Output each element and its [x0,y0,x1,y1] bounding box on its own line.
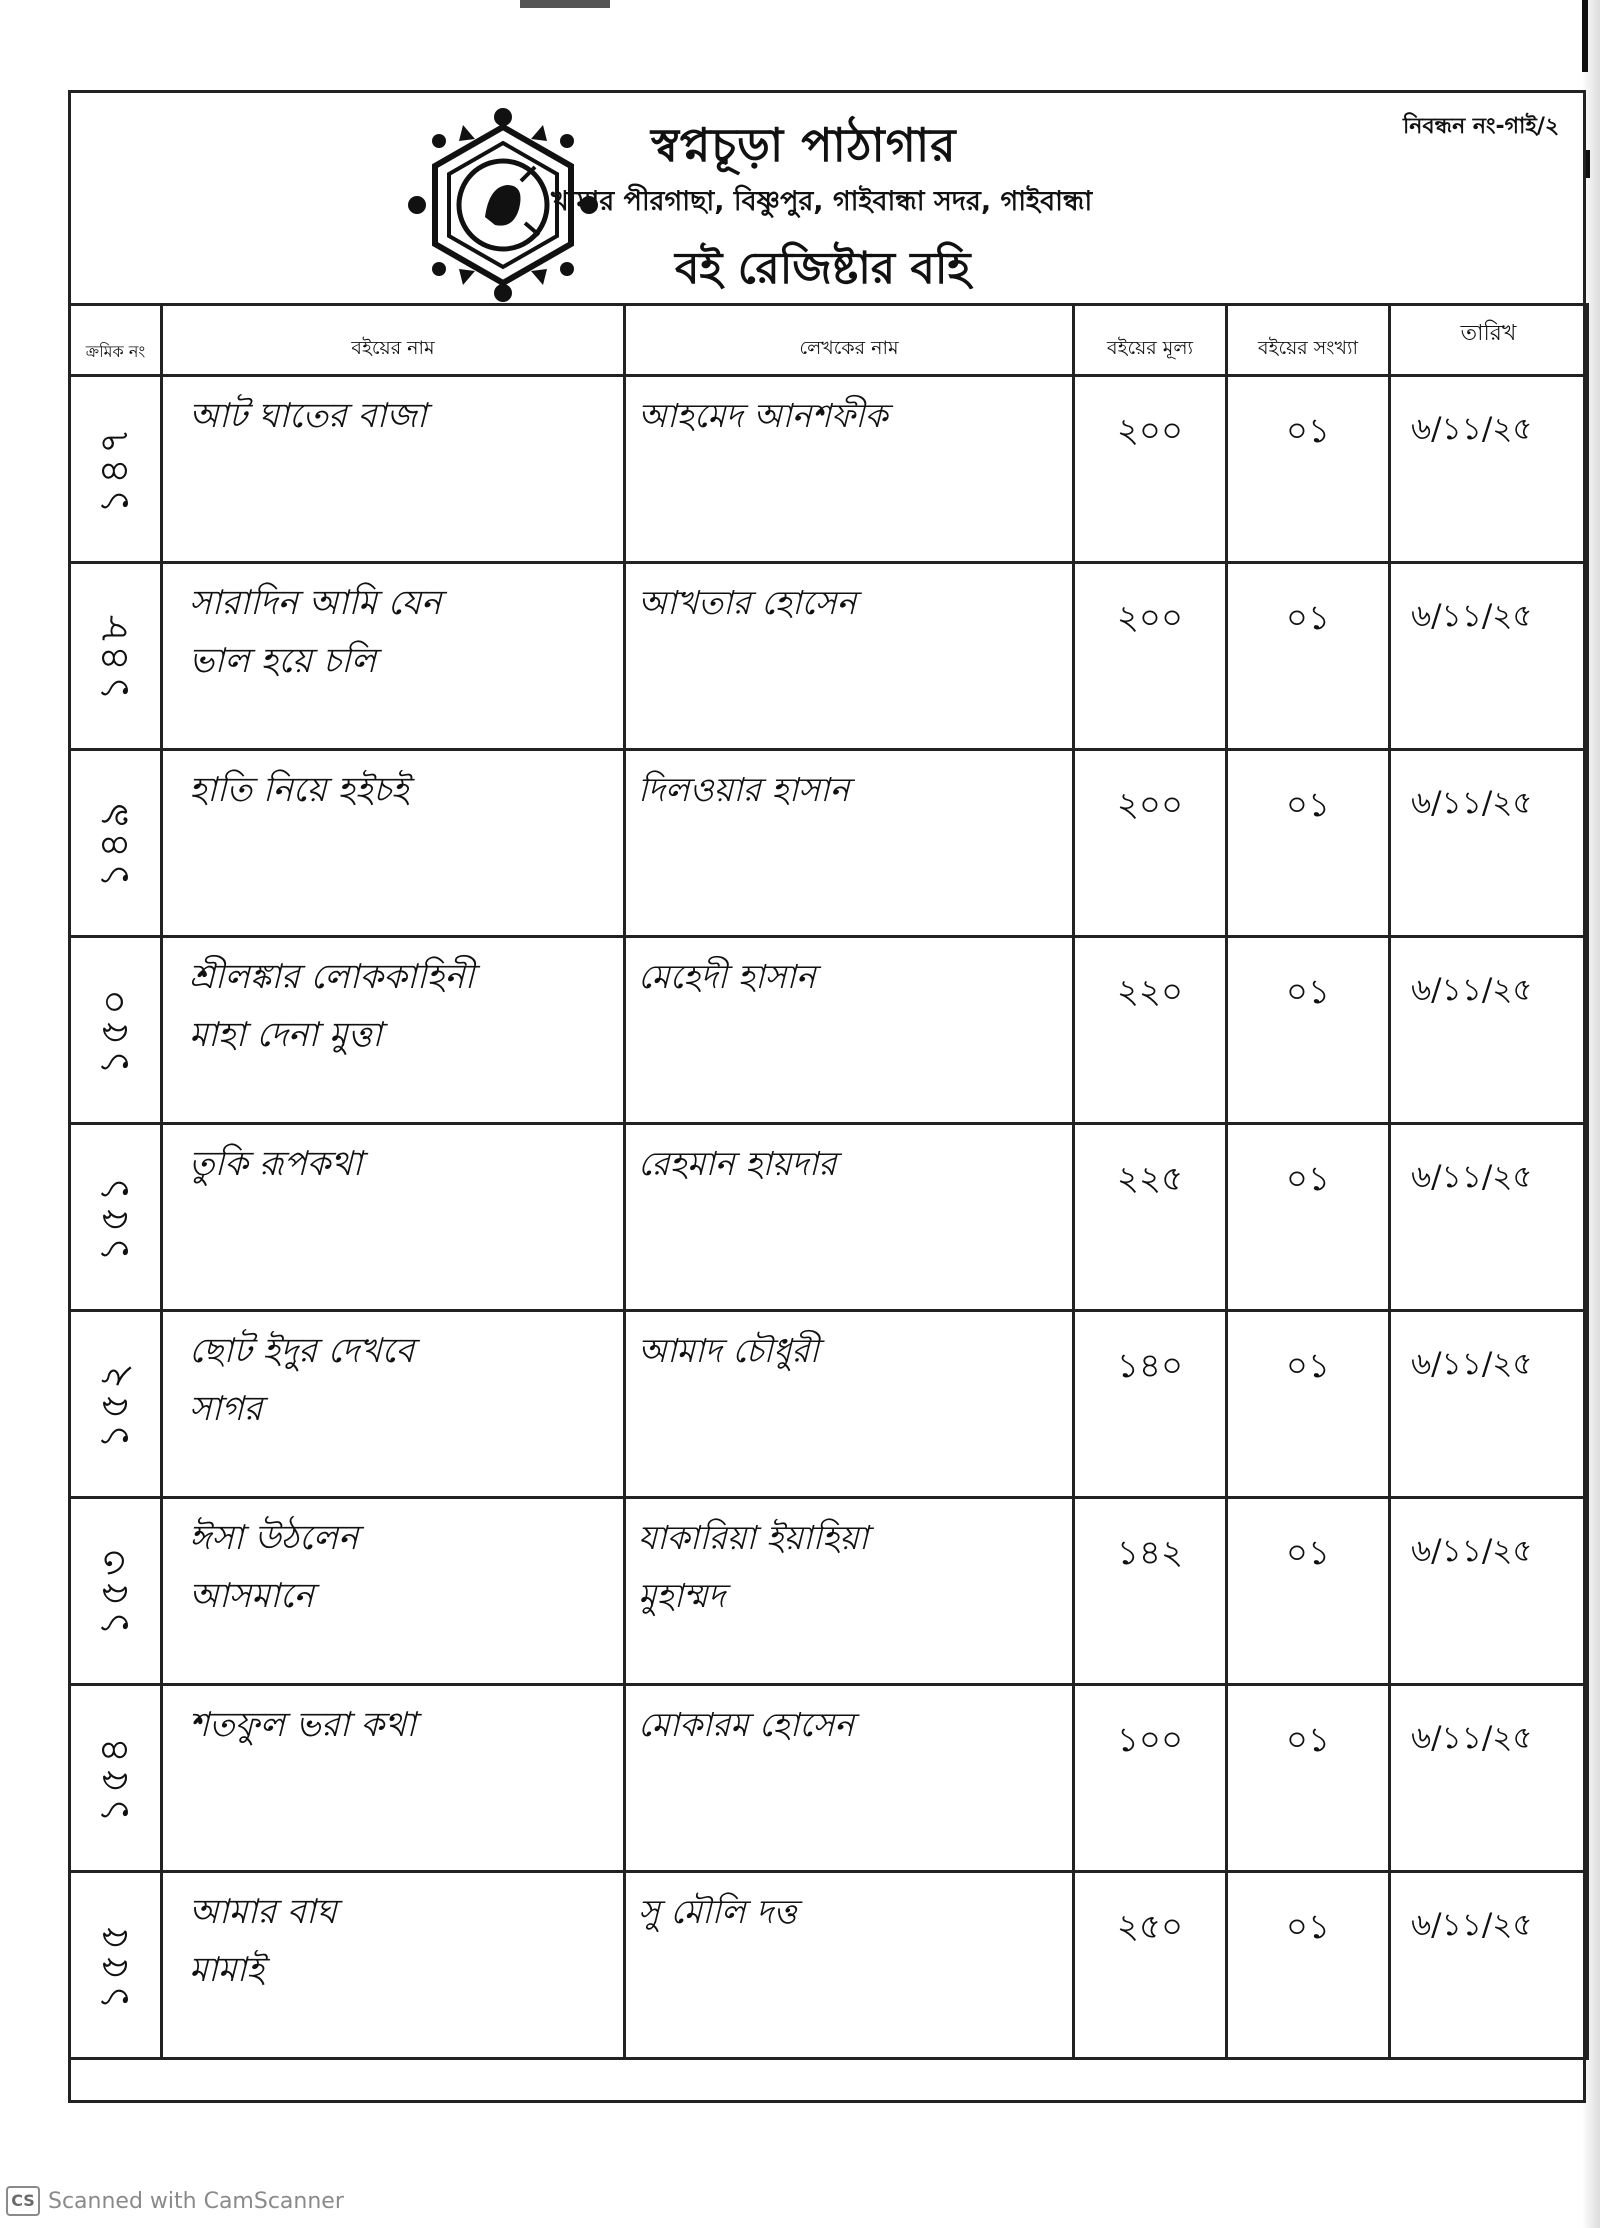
column-header-date: তারিখ [1390,305,1588,376]
book-quantity: ০১ [1285,1907,1331,1947]
date-cell [1390,1124,1588,1311]
author-name: মেহেদী হাসান [638,957,816,996]
scan-mark [520,0,610,8]
column-header-title: বইয়ের নাম [162,305,625,376]
library-name: স্বপ্নচূড়া পাঠাগার [651,118,957,172]
title-cell [162,937,625,1124]
date-cell [1390,1311,1588,1498]
author-cell [625,937,1074,1124]
entry-date: ৬/১১/২৫ [1411,972,1533,1008]
price-cell [1074,1872,1227,2059]
price-cell [1074,376,1227,563]
serial-cell [70,1311,162,1498]
author-name: রেহমান হায়দার [638,1144,837,1183]
quantity-cell [1227,376,1390,563]
quantity-cell [1227,1311,1390,1498]
book-quantity: ০১ [1285,1720,1331,1760]
title-cell [162,563,625,750]
author-name: আহমেদ আনশফীক [638,396,888,435]
registration-number: নিবন্ধন নং-গাই/২ [1403,114,1560,139]
entry-date: ৬/১১/২৫ [1411,411,1533,447]
author-name: আমাদ চৌধুরী [638,1331,819,1370]
author-cell [625,1311,1074,1498]
book-title: শ্রীলঙ্কার লোককাহিনী মাহা দেনা মুত্তা [189,957,475,1055]
quantity-cell [1227,750,1390,937]
table-row [70,563,1588,750]
quantity-cell [1227,1872,1390,2059]
book-price: ১৪০ [1116,1346,1184,1386]
quantity-cell [1227,937,1390,1124]
book-quantity: ০১ [1285,411,1331,451]
quantity-cell [1227,1685,1390,1872]
author-cell [625,376,1074,563]
book-quantity: ০১ [1285,972,1331,1012]
serial-cell [70,1685,162,1872]
table-row [70,1124,1588,1311]
book-price: ১৪২ [1116,1533,1184,1573]
entry-date: ৬/১১/২৫ [1411,598,1533,634]
author-name: দিলওয়ার হাসান [638,770,850,809]
price-cell [1074,750,1227,937]
date-cell [1390,376,1588,563]
book-title: ঈসা উঠলেন আসমানে [189,1518,359,1616]
serial-cell [70,937,162,1124]
serial-number: ১৫০ [91,985,137,1075]
date-cell [1390,1685,1588,1872]
author-cell [625,750,1074,937]
serial-number: ১৪৮ [91,611,137,701]
library-address: খামার পীরগাছা, বিষ্ণুপুর, গাইবান্ধা সদর, গাইবান্ধা [551,186,1093,217]
serial-number: ১৫২ [91,1359,137,1449]
date-cell [1390,937,1588,1124]
quantity-cell [1227,1124,1390,1311]
date-cell [1390,563,1588,750]
author-cell [625,1685,1074,1872]
column-header-serial: ক্রমিক নং [70,305,162,376]
entry-date: ৬/১১/২৫ [1411,785,1533,821]
book-title: সারাদিন আমি যেন ভাল হয়ে চলি [189,583,442,681]
camscanner-icon: CS [6,2186,40,2216]
price-cell [1074,563,1227,750]
entry-date: ৬/১১/২৫ [1411,1720,1533,1756]
watermark-text: Scanned with CamScanner [48,2188,344,2214]
table-row [70,750,1588,937]
serial-number: ১৫৫ [91,1920,137,2010]
book-quantity: ০১ [1285,785,1331,825]
serial-cell [70,563,162,750]
table-row [70,1685,1588,1872]
entry-date: ৬/১১/২৫ [1411,1346,1533,1382]
book-title: শতফুল ভরা কথা [189,1705,416,1745]
title-cell [162,1498,625,1685]
price-cell [1074,937,1227,1124]
table-row [70,376,1588,563]
price-cell [1074,1311,1227,1498]
book-title: আট ঘাতের বাজা [189,396,427,436]
book-quantity: ০১ [1285,598,1331,638]
title-cell [162,1124,625,1311]
table-row [70,1872,1588,2059]
serial-cell [70,376,162,563]
book-price: ২০০ [1116,411,1184,451]
author-cell [625,1872,1074,2059]
price-cell [1074,1124,1227,1311]
book-title: আমার বাঘ মামাই [189,1892,337,1990]
book-price: ২২৫ [1116,1159,1184,1199]
serial-cell [70,750,162,937]
title-cell [162,1311,625,1498]
quantity-cell [1227,1498,1390,1685]
page-header [71,93,1583,303]
book-price: ২০০ [1116,785,1184,825]
author-cell [625,563,1074,750]
register-title: বই রেজিষ্টার বহি [675,243,971,294]
price-cell [1074,1498,1227,1685]
author-name: মোকারম হোসেন [638,1705,854,1744]
book-price: ২২০ [1116,972,1184,1012]
book-register-table [68,303,1589,2060]
serial-number: ১৪৭ [91,424,137,514]
serial-number: ১৪৯ [91,798,137,888]
author-name: আখতার হোসেন [638,583,857,622]
title-cell [162,1685,625,1872]
serial-cell [70,1872,162,2059]
date-cell [1390,1872,1588,2059]
column-header-author: লেখকের নাম [625,305,1074,376]
scanner-watermark [6,2186,344,2216]
book-price: ২০০ [1116,598,1184,638]
title-cell [162,750,625,937]
table-header-row [70,305,1588,376]
date-cell [1390,1498,1588,1685]
entry-date: ৬/১১/২৫ [1411,1907,1533,1943]
book-price: ১০০ [1116,1720,1184,1760]
title-cell [162,376,625,563]
serial-cell [70,1124,162,1311]
price-cell [1074,1685,1227,1872]
table-row [70,1498,1588,1685]
author-name: সু মৌলি দত্ত [638,1892,797,1931]
serial-number: ১৫১ [91,1172,137,1262]
date-cell [1390,750,1588,937]
register-page [68,90,1586,2103]
book-price: ২৫০ [1116,1907,1184,1947]
table-row [70,937,1588,1124]
book-title: হাতি নিয়ে হইচই [189,770,409,810]
column-header-price: বইয়ের মূল্য [1074,305,1227,376]
author-cell [625,1498,1074,1685]
author-name: যাকারিয়া ইয়াহিয়া মুহাম্মদ [638,1518,869,1615]
entry-date: ৬/১১/২৫ [1411,1533,1533,1569]
author-cell [625,1124,1074,1311]
serial-cell [70,1498,162,1685]
book-title: তুকি রূপকথা [189,1144,363,1184]
book-quantity: ০১ [1285,1159,1331,1199]
quantity-cell [1227,563,1390,750]
book-quantity: ০১ [1285,1533,1331,1573]
title-cell [162,1872,625,2059]
book-quantity: ০১ [1285,1346,1331,1386]
scan-mark [1582,0,1588,72]
serial-number: ১৫৪ [91,1733,137,1823]
serial-number: ১৫৩ [91,1546,137,1636]
entry-date: ৬/১১/২৫ [1411,1159,1533,1195]
book-title: ছোট ইদুর দেখবে সাগর [189,1331,415,1429]
column-header-quantity: বইয়ের সংখ্যা [1227,305,1390,376]
table-row [70,1311,1588,1498]
